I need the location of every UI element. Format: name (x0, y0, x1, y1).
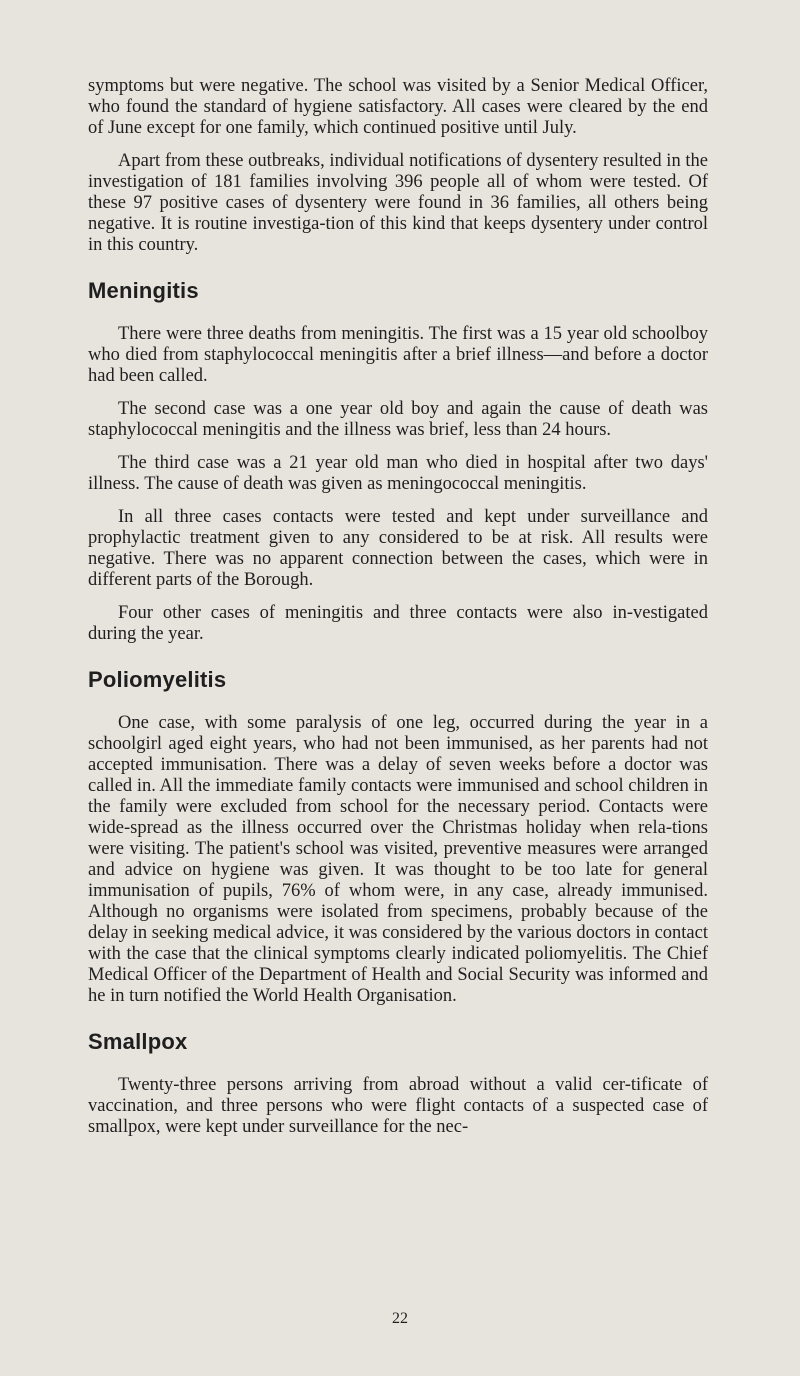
section-heading-poliomyelitis: Poliomyelitis (88, 667, 227, 692)
meningitis-paragraph-5: Four other cases of meningitis and three contacts were also in-vestigated during the year. (88, 603, 708, 644)
meningitis-paragraph-2: The second case was a one year old boy and again the cause of death was staphylococcal meningitis and the illness was brief, less than 24 hours. (88, 399, 708, 440)
meningitis-paragraph-1: There were three deaths from meningitis. The first was a 15 year old schoolboy who died from staphylococcal meningitis after a brief illness—and before a doctor had been called. (88, 324, 708, 386)
meningitis-paragraph-3: The third case was a 21 year old man who died in hospital after two days' illness. The cause of death was given as meningococcal meningitis. (88, 453, 708, 494)
section-heading-meningitis: Meningitis (88, 278, 199, 303)
poliomyelitis-paragraph-1: One case, with some paralysis of one leg, occurred during the year in a schoolgirl aged eight years, who had not been immunised, as her parents had not accepted immunisation. There was a delay of seven weeks before a doctor was called in. All the immediate family contacts were immunised and school children in the family were excluded from school for the necessary period. Contacts were wide-spread as the illness occurred over the Christmas holiday when rela-tions were visiting. The patient's school was visited, preventive measures were arranged and advice on hygiene was given. It was thought to be too late for general immunisation of pupils, 76% of whom were, in any case, already immunised. Although no organisms were isolated from specimens, probably because of the delay in seeking medical advice, it was considered by the various doctors in contact with the case that the clinical symptoms clearly indicated poliomyelitis. The Chief Medical Officer of the Department of Health and Social Security was informed and he in turn notified the World Health Organisation. (88, 713, 708, 1006)
smallpox-paragraph-1: Twenty-three persons arriving from abroad without a valid cer-tificate of vaccination, and three persons who were flight contacts of a suspected case of smallpox, were kept under surveillance for the nec- (88, 1075, 708, 1137)
page-number: 22 (392, 1310, 408, 1327)
meningitis-paragraph-4: In all three cases contacts were tested and kept under surveillance and prophylactic treatment given to any considered to be at risk. All results were negative. There was no apparent connection between the cases, which were in different parts of the Borough. (88, 507, 708, 590)
section-heading-smallpox: Smallpox (88, 1029, 188, 1054)
intro-paragraph-1: symptoms but were negative. The school was visited by a Senior Medical Officer, who found the standard of hygiene satisfactory. All cases were cleared by the end of June except for one family, which continued positive until July. (88, 76, 708, 138)
intro-paragraph-2: Apart from these outbreaks, individual notifications of dysentery resulted in the investigation of 181 families involving 396 people all of whom were tested. Of these 97 positive cases of dysentery were found in 36 families, all others being negative. It is routine investiga-tion of this kind that keeps dysentery under control in this country. (88, 151, 708, 255)
